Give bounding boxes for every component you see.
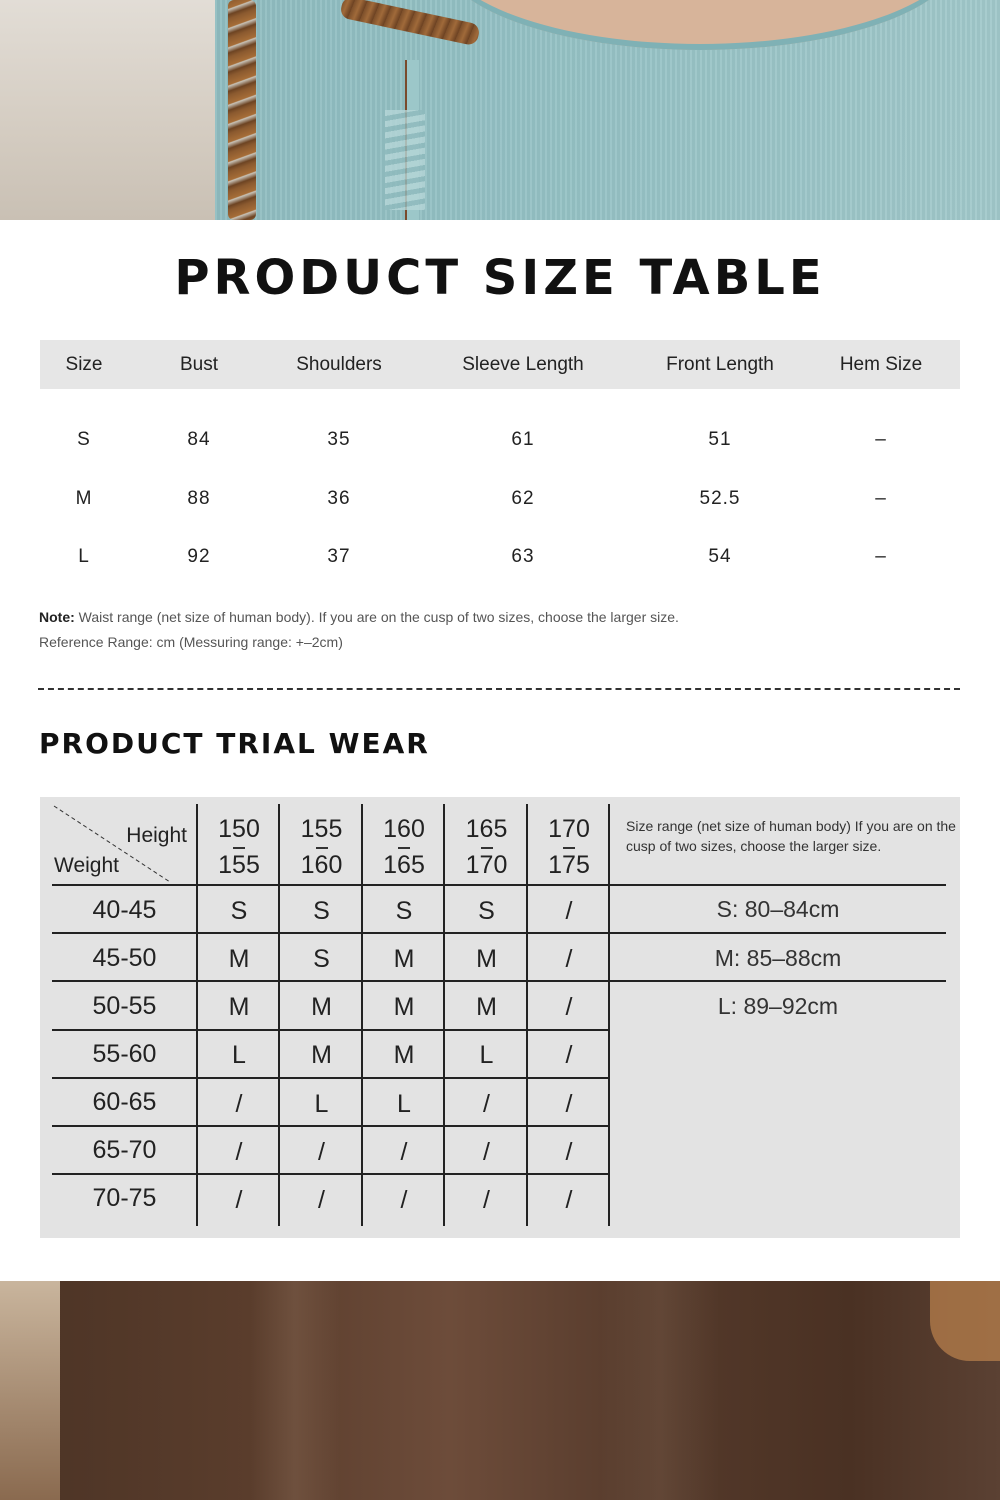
height-bottom: 175 (548, 850, 590, 879)
photo-background (0, 0, 215, 220)
trial-wear-grid (52, 804, 956, 1226)
weight-label: 50-55 (92, 992, 157, 1020)
size-range-l: L: 89–92cm (717, 993, 839, 1019)
cell-shoulders: 36 (327, 487, 351, 509)
size-table (40, 340, 960, 587)
size-cell: / (235, 1090, 243, 1118)
size-cell: / (565, 1090, 573, 1118)
cell-sleeve-length: 62 (511, 487, 535, 509)
size-cell: L (479, 1041, 494, 1069)
size-range-note: Size range (net size of human body) If you are on the cusp of two sizes, choose the larger size. (626, 818, 956, 854)
size-cell: / (235, 1138, 243, 1166)
size-cell: M (311, 993, 332, 1021)
header-hem-size: Hem Size (839, 353, 923, 375)
cell-front-length: 51 (708, 429, 732, 451)
corner-cell (52, 804, 197, 885)
cell-size: S (77, 429, 91, 451)
size-cell: M (393, 945, 415, 973)
cell-bust: 84 (187, 429, 211, 451)
product-photo-bottom (0, 1281, 1000, 1500)
photo-skirt-fold (600, 1281, 720, 1500)
weight-label: 40-45 (92, 896, 157, 924)
height-top: 160 (383, 815, 425, 843)
size-cell: L (397, 1090, 411, 1118)
size-cell: / (483, 1090, 490, 1118)
cell-front-length: 54 (708, 546, 732, 568)
size-cell: S (395, 897, 413, 925)
photo-ruffle (385, 110, 425, 210)
size-cell: M (476, 993, 497, 1021)
height-header (445, 804, 528, 885)
trial-wear-title: PRODUCT TRIAL WEAR (39, 727, 430, 760)
photo-background (930, 1281, 1000, 1361)
weight-label: 60-65 (92, 1088, 157, 1116)
header-front-length: Front Length (666, 353, 774, 375)
weight-label: 55-60 (92, 1040, 157, 1068)
photo-bag-strap (228, 0, 256, 220)
size-cell: L (314, 1090, 329, 1118)
size-cell: M (228, 945, 250, 973)
size-range-m: M: 85–88cm (714, 945, 842, 971)
cell-size: L (78, 546, 90, 568)
cell-hem-size: – (875, 429, 887, 451)
height-dash (316, 847, 328, 849)
weight-axis-label: Weight (54, 854, 119, 877)
size-cell: S (230, 897, 248, 925)
cell-bust: 88 (187, 487, 211, 509)
product-photo-top (0, 0, 1000, 220)
size-cell: / (565, 1186, 573, 1214)
size-cell: / (235, 1186, 243, 1214)
weight-label: 45-50 (92, 944, 157, 972)
size-cell: / (483, 1138, 490, 1166)
height-bottom: 155 (218, 850, 260, 879)
weight-label: 65-70 (92, 1136, 157, 1164)
header-bust: Bust (179, 353, 219, 375)
cell-hem-size: – (875, 546, 887, 568)
size-cell: / (565, 1041, 573, 1069)
size-cell: M (393, 1041, 415, 1069)
size-cell: / (565, 1138, 573, 1166)
header-size: Size (65, 353, 103, 375)
header-sleeve-length: Sleeve Length (462, 353, 584, 375)
height-top: 150 (218, 815, 260, 843)
height-header (528, 804, 610, 885)
size-range-s: S: 80–84cm (716, 896, 840, 922)
height-dash (563, 847, 575, 849)
size-cell: / (565, 993, 573, 1021)
height-top: 165 (465, 815, 508, 843)
note-label: Note: (39, 609, 75, 625)
weight-label: 70-75 (92, 1184, 157, 1212)
height-header (198, 804, 280, 885)
reference-range: Reference Range: cm (Messuring range: +–2cm) (39, 634, 343, 650)
height-header (280, 804, 363, 885)
size-cell: S (313, 897, 330, 925)
size-cell: / (318, 1138, 325, 1166)
size-table-title: PRODUCT SIZE TABLE (174, 250, 826, 306)
header-shoulders: Shoulders (296, 353, 382, 375)
size-cell: S (478, 897, 495, 925)
height-header (363, 804, 445, 885)
size-cell: / (565, 897, 573, 925)
size-cell: M (476, 945, 497, 973)
size-cell: / (565, 945, 573, 973)
cell-sleeve-length: 61 (511, 429, 535, 451)
note-line (39, 605, 679, 630)
size-note (39, 605, 679, 655)
size-table-body (40, 389, 960, 587)
section-divider (38, 688, 960, 690)
height-bottom: 170 (465, 850, 508, 879)
cell-sleeve-length: 63 (511, 546, 535, 568)
size-cell: L (232, 1041, 246, 1069)
cell-size: M (75, 487, 93, 509)
cell-shoulders: 37 (327, 546, 351, 568)
cell-bust: 92 (187, 546, 211, 568)
size-cell: M (228, 993, 250, 1021)
size-cell: M (393, 993, 415, 1021)
height-bottom: 160 (300, 850, 343, 879)
table-row (40, 528, 960, 587)
photo-skirt-fold (250, 1281, 340, 1500)
height-dash (398, 847, 410, 849)
photo-background (0, 1281, 60, 1500)
table-row (40, 470, 960, 529)
size-cell: / (318, 1186, 325, 1214)
height-axis-label: Height (126, 824, 187, 847)
cell-front-length: 52.5 (699, 487, 741, 509)
size-cell: S (313, 945, 330, 973)
table-row (40, 411, 960, 470)
height-bottom: 165 (383, 850, 425, 879)
size-cell: M (311, 1041, 332, 1069)
size-cell: / (400, 1138, 408, 1166)
cell-shoulders: 35 (327, 429, 351, 451)
height-dash (233, 847, 245, 849)
height-top: 155 (300, 815, 343, 843)
note-text: Waist range (net size of human body). If you are on the cusp of two sizes, choose the larger size. (74, 609, 679, 625)
height-top: 170 (548, 815, 590, 843)
size-cell: / (483, 1186, 490, 1214)
height-dash (481, 847, 493, 849)
cell-hem-size: – (875, 487, 887, 509)
size-cell: / (400, 1186, 408, 1214)
size-table-header (40, 340, 960, 389)
